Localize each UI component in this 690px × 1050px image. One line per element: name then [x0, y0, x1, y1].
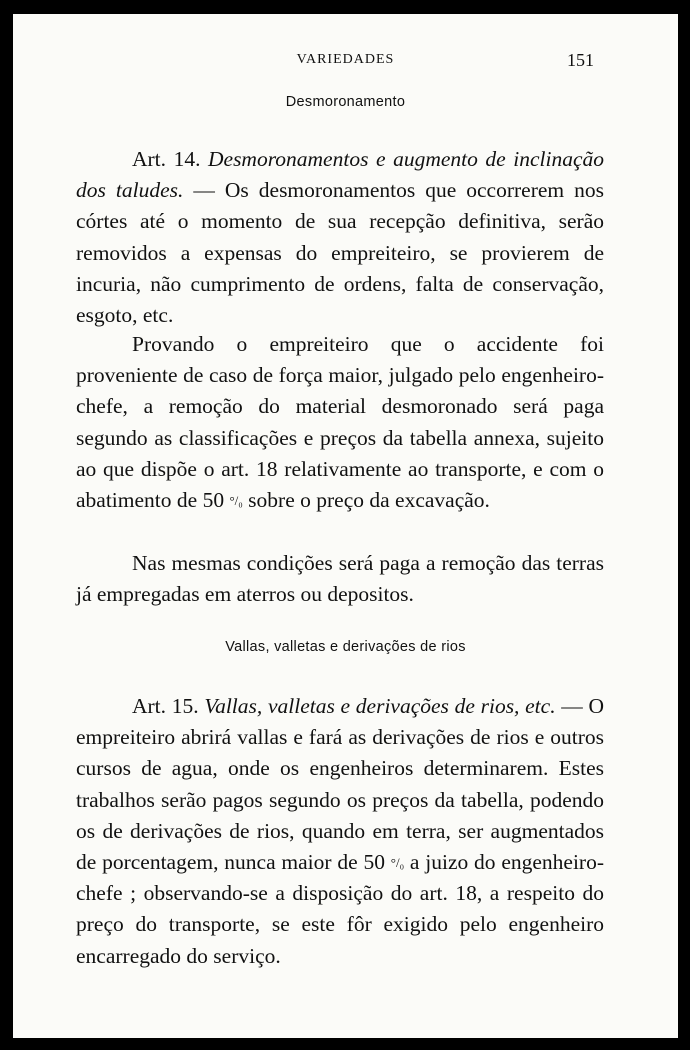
article-label: Art. 14. [132, 147, 201, 171]
section-heading-vallas: Vallas, valletas e derivações de rios [225, 639, 466, 655]
paragraph-text: Nas mesmas condições será paga a remoção das terras já empregadas em aterros ou depositos. [76, 551, 604, 607]
percent-sign: °/₀ [390, 855, 405, 871]
running-title: VARIEDADES [296, 52, 395, 67]
percent-sign: °/₀ [229, 493, 243, 509]
article-label: Art. 15. [132, 694, 199, 718]
paragraph-text: Provando o empreiteiro que o accidente foi proveniente de caso de força maior, julgado pelo engenheiro-chefe, a remoção do material desmoronado será paga segundo as classificações e preços da tabella annexa, sujeito ao que dispõe o art. 18 relativamente ao transporte, e com o abatimento de 50 [76, 332, 604, 513]
book-page [13, 14, 678, 1038]
article-title: Desmoronamentos e augmento de inclinação dos taludes. [76, 147, 604, 203]
article-title: Vallas, valletas e derivações de rios, etc. [204, 694, 556, 718]
article-body: a juizo do engenheiro-chefe ; observando-se a disposição do art. 18, a respeito do preço do transporte, se este fôr exigido pelo engenheiro encarregado do serviço. [76, 850, 604, 968]
running-head [13, 52, 678, 72]
article-15-paragraph [76, 691, 604, 972]
article-14-paragraph [76, 144, 604, 331]
paragraph-text: sobre o preço da excavação. [242, 488, 490, 513]
body-paragraph [76, 329, 604, 516]
article-body: — Os desmoronamentos que occorrerem nos córtes até o momento de sua recepção definitiva, serão removidos a expensas do empreiteiro, se provierem de incuria, não cumprimento de ordens, falta de conservação, esgoto, etc. [76, 178, 605, 328]
section-heading-desmoronamento: Desmoronamento [285, 94, 406, 110]
body-paragraph [76, 548, 604, 610]
page-number: 151 [567, 50, 594, 70]
article-body: — O empreiteiro abrirá vallas e fará as derivações de rios e outros cursos de agua, onde os engenheiros determinarem. Estes trabalhos serão pagos segundo os preços da tabella, podendo os de derivações de rios, quando em terra, ser augmentados de porcentagem, nunca maior de 50 [76, 694, 605, 875]
